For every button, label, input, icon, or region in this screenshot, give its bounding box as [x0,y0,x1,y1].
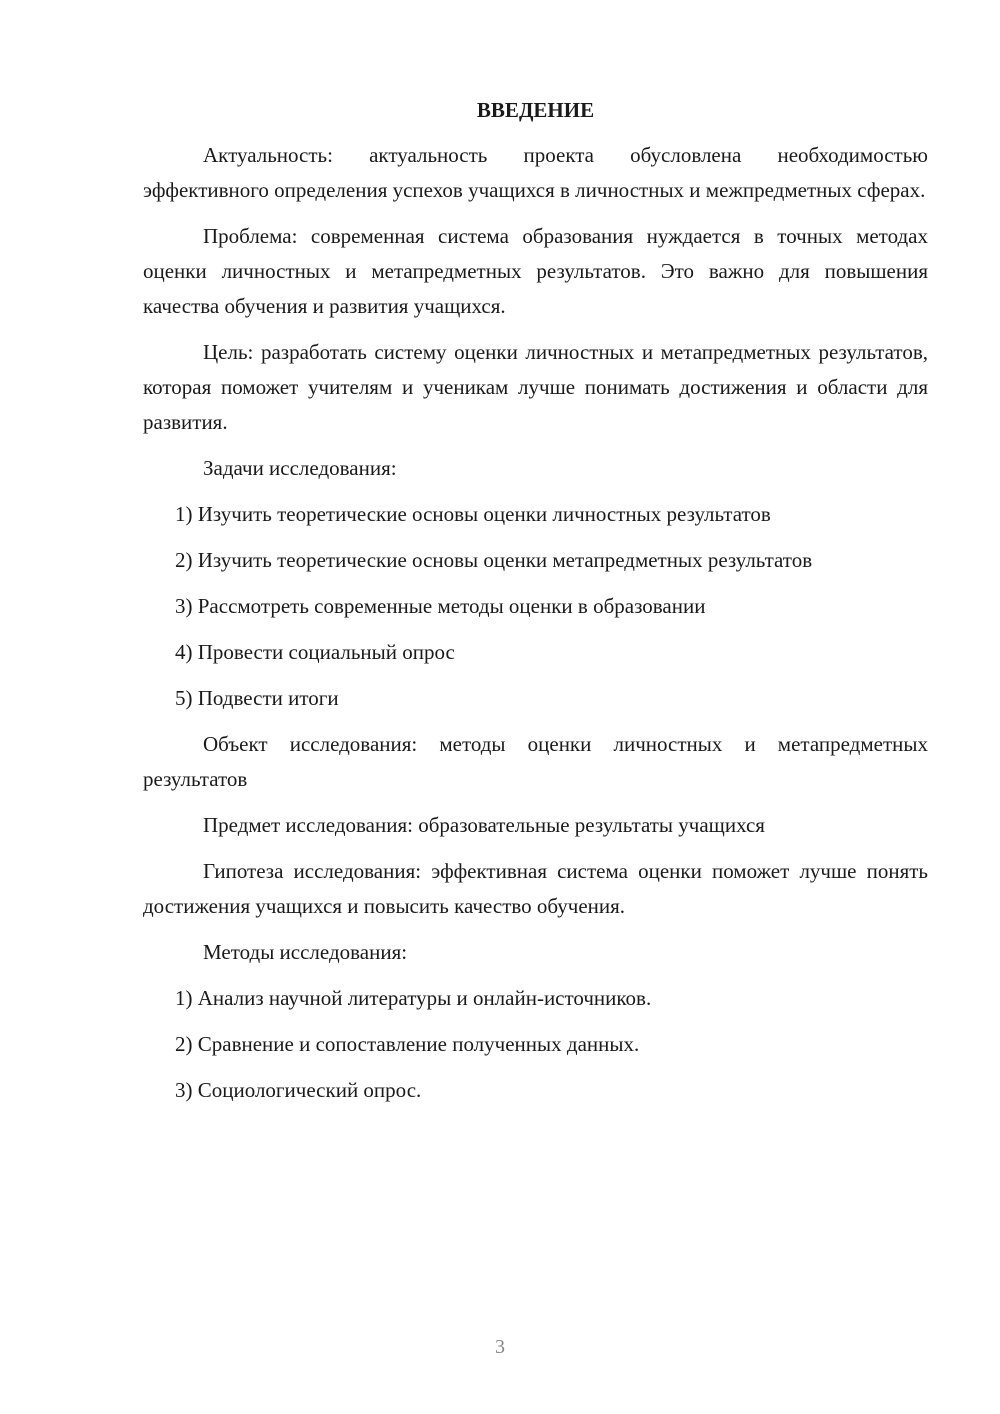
hypothesis-paragraph: Гипотеза исследования: эффективная система оценки поможет лучше понять достижения учащихся и повысить качество обучения. [143,859,928,918]
tasks-list-item: 3) Рассмотреть современные методы оценки в образовании [175,594,706,618]
tasks-list-item: 2) Изучить теоретические основы оценки метапредметных результатов [175,548,813,572]
methods-list-item: 3) Социологический опрос. [175,1078,422,1102]
subject-paragraph: Предмет исследования: образовательные результаты учащихся [203,813,765,837]
tasks-list-item: 4) Провести социальный опрос [175,640,455,664]
section-heading: ВВЕДЕНИЕ [476,98,595,122]
methods-title: Методы исследования: [203,940,408,964]
relevance-paragraph: Актуальность: актуальность проекта обусловлена необходимостью эффективного определения успехов учащихся в личностных и межпредметных сферах. [143,143,928,202]
object-paragraph: Объект исследования: методы оценки личностных и метапредметных результатов [143,732,928,791]
tasks-title: Задачи исследования: [203,456,397,480]
page-content [143,92,928,1119]
methods-list-item: 2) Сравнение и сопоставление полученных данных. [175,1032,640,1056]
goal-paragraph: Цель: разработать систему оценки личностных и метапредметных результатов, которая поможет учителям и ученикам лучше понимать достижения и области для развития. [143,340,928,434]
tasks-list-item: 1) Изучить теоретические основы оценки личностных результатов [175,502,771,526]
methods-list-item: 1) Анализ научной литературы и онлайн-источников. [175,986,652,1010]
problem-paragraph: Проблема: современная система образования нуждается в точных методах оценки личностных и метапредметных результатов. Это важно для повышения качества обучения и развития учащихся. [143,224,928,318]
page-number: 3 [495,1336,505,1358]
tasks-list-item: 5) Подвести итоги [175,686,339,710]
